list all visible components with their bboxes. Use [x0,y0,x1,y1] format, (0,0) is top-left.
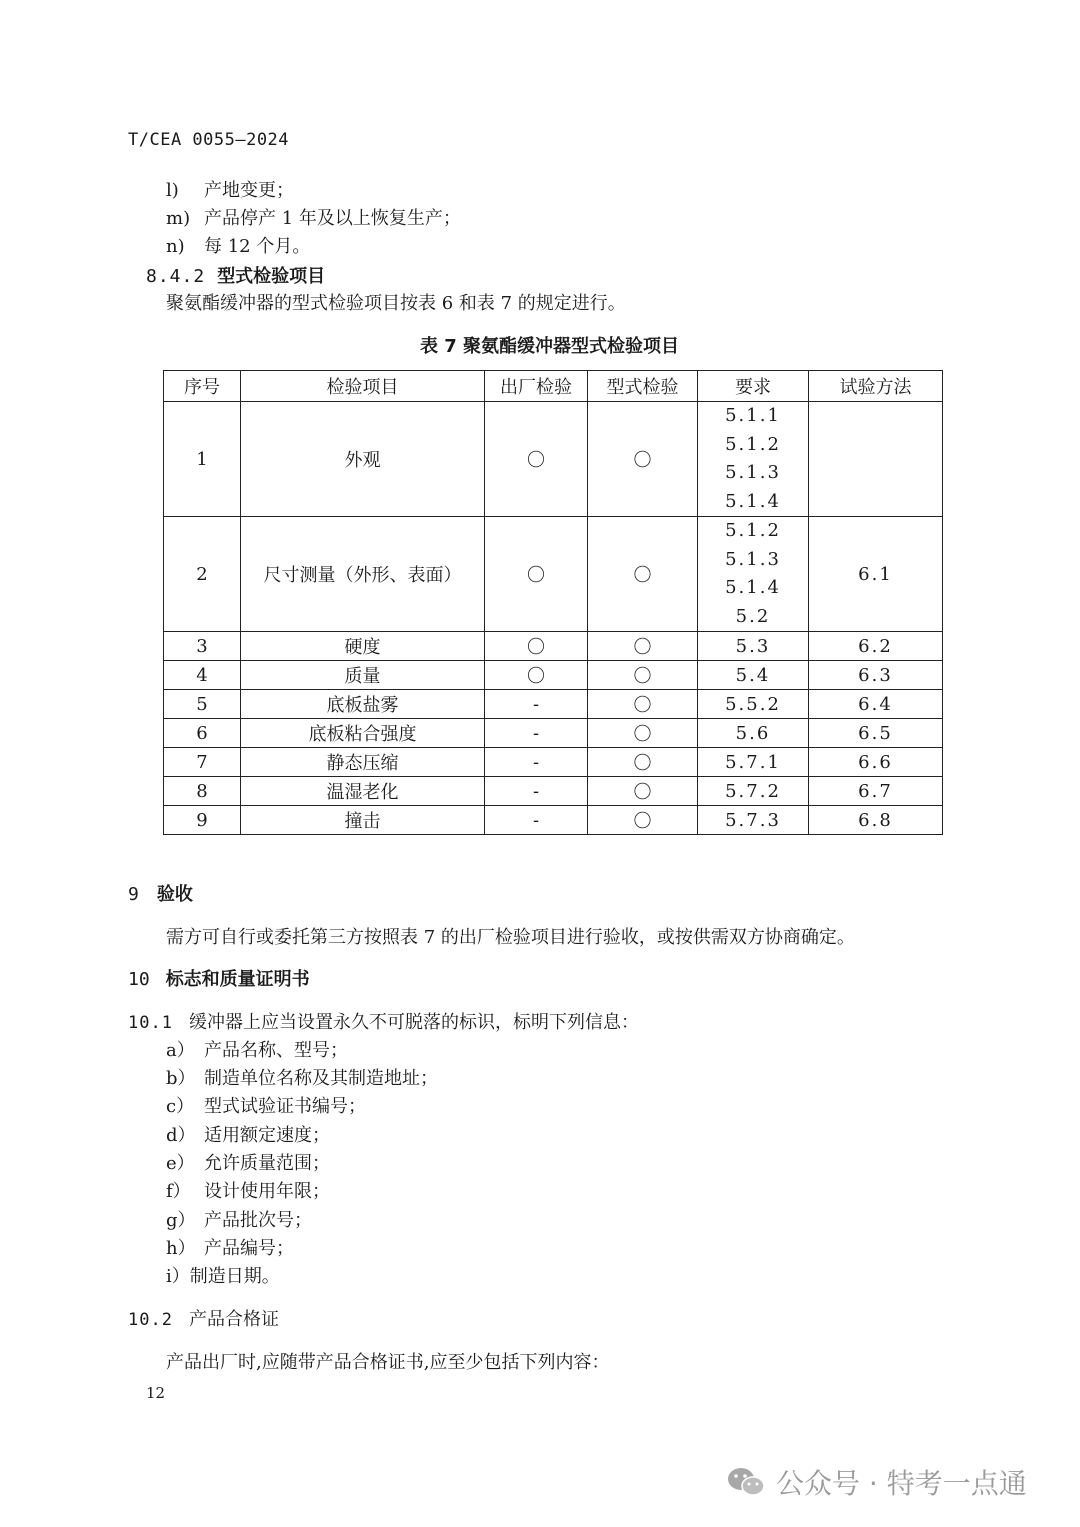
cell-requirement: 5.6 [698,719,809,748]
list-item [166,1206,312,1232]
cell-method: 6.5 [809,719,943,748]
cell-item: 底板粘合强度 [241,719,485,748]
table-row [164,806,943,835]
cell-item: 静态压缩 [241,748,485,777]
list-item [166,1092,366,1118]
cell-factory: - [485,719,588,748]
list-item [166,232,310,258]
clause-10-1 [128,1008,639,1034]
list-text: 允许质量范围； [204,1153,330,1174]
cell-item: 温湿老化 [241,777,485,806]
section-title: 标志和质量证明书 [165,969,310,990]
list-item [166,204,461,230]
requirement-ref: 5.1.3 [725,462,781,483]
table-row [164,661,943,690]
section-heading-9 [128,880,193,906]
list-text: 产品名称、型号； [204,1040,348,1061]
cell-item: 外观 [241,402,485,517]
clause-text: 缓冲器上应当设置永久不可脱落的标识，标明下列信息： [188,1012,639,1033]
list-text: 每 12 个月。 [204,236,311,257]
table-caption: 表 7 聚氨酯缓冲器型式检验项目 [420,336,680,357]
column-header: 试验方法 [809,371,943,402]
cell-requirement: 5.4 [698,661,809,690]
cell-type: 〇 [588,517,698,632]
list-marker: m) [166,208,191,229]
cell-method: 6.1 [809,517,943,632]
cell-no: 7 [164,748,241,777]
requirement-ref: 5.1.4 [725,577,781,598]
cell-factory: - [485,748,588,777]
cell-no: 4 [164,661,241,690]
list-marker: f） [166,1181,191,1202]
cell-type: 〇 [588,402,698,517]
cell-method: 6.8 [809,806,943,835]
section-number: 8.4.2 [146,266,206,287]
watermark-text: 公众号 · 特考一点通 [776,1467,1027,1500]
cell-factory: 〇 [485,402,588,517]
list-text: 产地变更； [204,180,294,201]
section-body: 需方可自行或委托第三方按照表 7 的出厂检验项目进行验收，或按供需双方协商确定。 [166,927,855,948]
column-header: 型式检验 [588,371,698,402]
list-marker: a） [166,1040,195,1061]
cell-requirement [698,517,809,632]
list-item [166,1234,294,1260]
table-row [164,777,943,806]
cell-type: 〇 [588,806,698,835]
list-marker: l) [166,180,179,201]
section-title: 型式检验项目 [217,266,326,287]
cell-no: 2 [164,517,241,632]
section-heading-10 [128,965,310,991]
cell-method [809,402,943,517]
cell-item: 质量 [241,661,485,690]
requirement-ref: 5.1.2 [725,520,781,541]
cell-type: 〇 [588,661,698,690]
section-number: 9 [128,884,139,905]
document-code: T/CEA 0055—2024 [128,130,290,150]
cell-type: 〇 [588,748,698,777]
cell-item: 底板盐雾 [241,690,485,719]
list-text: 制造单位名称及其制造地址； [204,1068,438,1089]
table-row [164,517,943,632]
list-item [166,1036,348,1062]
inspection-table [163,370,943,835]
list-text: 设计使用年限； [204,1181,330,1202]
cell-no: 6 [164,719,241,748]
cell-method: 6.4 [809,690,943,719]
column-header: 检验项目 [241,371,485,402]
table-row [164,690,943,719]
cell-type: 〇 [588,777,698,806]
requirement-ref: 5.2 [735,605,771,627]
requirement-ref: 5.1.4 [725,490,781,512]
page-number: 12 [146,1384,166,1402]
list-text: 产品批次号； [204,1210,312,1231]
requirement-ref: 5.1.2 [725,433,781,455]
column-header: 要求 [698,371,809,402]
cell-item: 硬度 [241,632,485,661]
section-heading-8-4-2 [146,262,325,288]
cell-type: 〇 [588,632,698,661]
cell-item: 尺寸测量（外形、表面） [241,517,485,632]
cell-type: 〇 [588,690,698,719]
table-row [164,748,943,777]
cell-no: 3 [164,632,241,661]
clause-body: 产品出厂时,应随带产品合格证书,应至少包括下列内容： [166,1352,610,1373]
list-item [166,1064,438,1090]
list-item [166,1149,330,1175]
cell-no: 9 [164,806,241,835]
cell-factory: - [485,690,588,719]
list-item [166,1121,330,1147]
list-item [166,176,294,202]
list-item [166,1177,330,1203]
requirement-ref: 5.1.3 [725,548,781,570]
cell-item: 撞击 [241,806,485,835]
list-text: 产品停产 1 年及以上恢复生产； [204,208,461,229]
list-marker: c） [166,1096,195,1117]
list-marker: h） [166,1238,196,1259]
cell-factory: - [485,806,588,835]
cell-requirement: 5.7.3 [698,806,809,835]
cell-factory: - [485,777,588,806]
list-text: 产品编号； [204,1238,294,1259]
cell-type: 〇 [588,719,698,748]
list-marker: b） [166,1068,196,1089]
column-header: 序号 [164,371,241,402]
list-marker: e） [166,1153,195,1174]
cell-method: 6.6 [809,748,943,777]
table-row [164,632,943,661]
list-text: 型式试验证书编号； [204,1096,366,1117]
cell-method: 6.3 [809,661,943,690]
requirement-ref: 5.1.1 [725,405,781,426]
list-marker: g） [166,1210,196,1231]
cell-requirement [698,402,809,517]
cell-factory: 〇 [485,661,588,690]
cell-no: 8 [164,777,241,806]
clause-number: 10.1 [128,1013,173,1033]
list-marker: n) [166,236,185,257]
cell-method: 6.2 [809,632,943,661]
table-header-row [164,371,943,402]
cell-requirement: 5.3 [698,632,809,661]
list-text: 适用额定速度； [204,1125,330,1146]
clause-number: 10.2 [128,1310,173,1330]
clause-title: 产品合格证 [188,1309,279,1330]
cell-method: 6.7 [809,777,943,806]
list-marker: d） [166,1125,196,1146]
cell-requirement: 5.5.2 [698,690,809,719]
clause-10-2 [128,1305,279,1331]
cell-factory: 〇 [485,632,588,661]
section-number: 10 [128,969,150,990]
watermark [726,1462,1027,1502]
cell-requirement: 5.7.2 [698,777,809,806]
table-row [164,719,943,748]
section-body: 聚氨酯缓冲器的型式检验项目按表 6 和表 7 的规定进行。 [166,293,626,314]
cell-no: 1 [164,402,241,517]
cell-factory: 〇 [485,517,588,632]
wechat-icon [726,1465,766,1499]
section-title: 验收 [156,884,193,905]
column-header: 出厂检验 [485,371,588,402]
cell-requirement: 5.7.1 [698,748,809,777]
cell-no: 5 [164,690,241,719]
table-row [164,402,943,517]
list-item: i）制造日期。 [166,1266,280,1287]
